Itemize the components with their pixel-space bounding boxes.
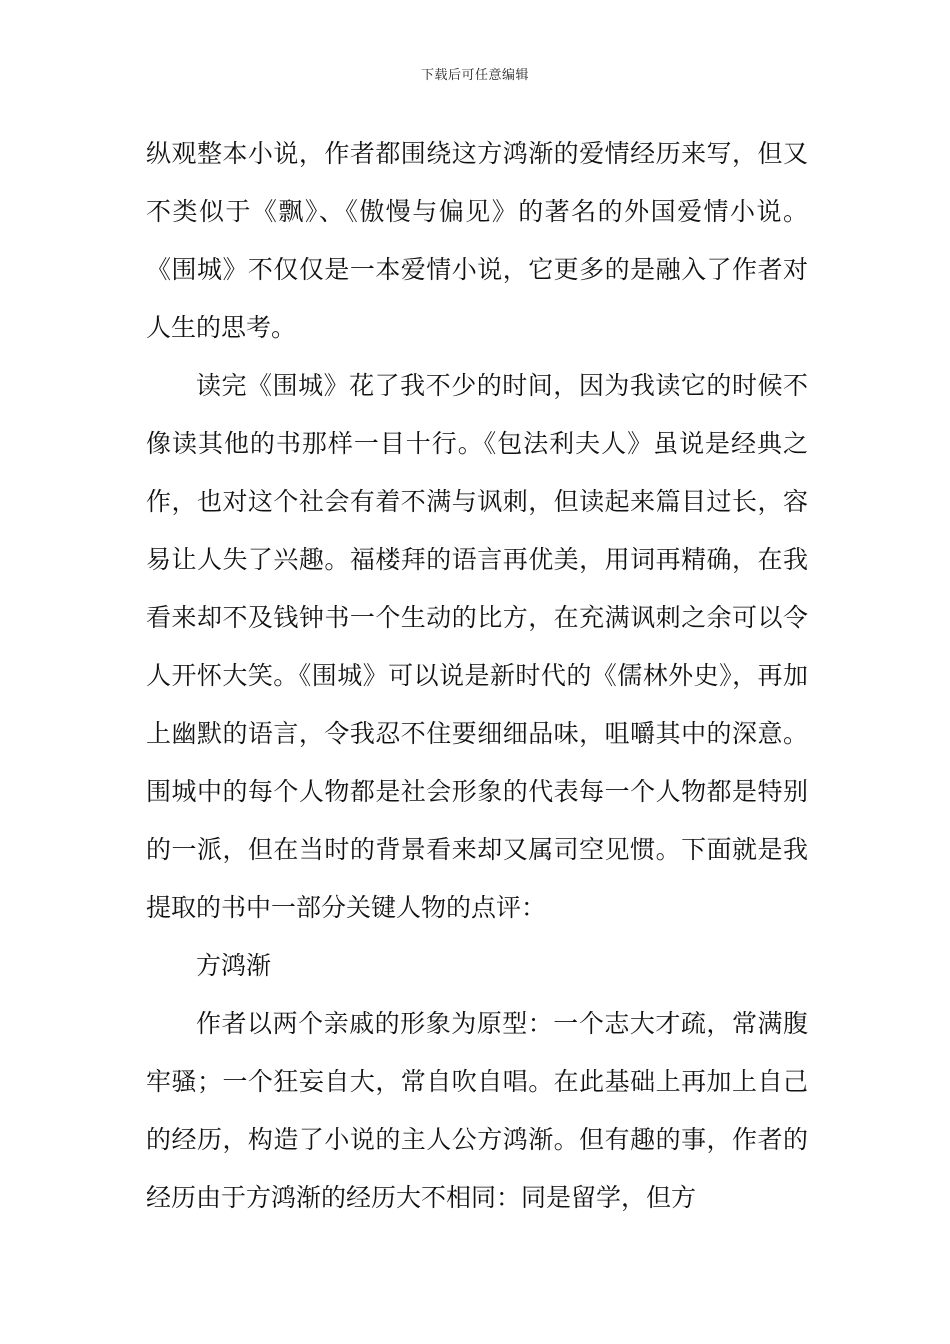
section-heading: 方鸿渐 [196, 951, 272, 980]
paragraph-1: 纵观整本小说，作者都围绕这方鸿渐的爱情经历来写，但又不类似于《飘》、《傲慢与偏见》的著名的外国爱情小说。《围城》不仅仅是一本爱情小说，它更多的是融入了作者对人生的思考。 [146, 139, 808, 342]
document-body [146, 125, 808, 1227]
paragraph-2: 读完《围城》花了我不少的时间，因为我读它的时候不像读其他的书那样一目十行。《包法利夫人》虽说是经典之作，也对这个社会有着不满与讽刺，但读起来篇目过长，容易让人失了兴趣。福楼拜的语言再优美，用词再精确，在我看来却不及钱钟书一个生动的比方，在充满讽刺之余可以令人开怀大笑。《围城》可以说是新时代的《儒林外史》，再加上幽默的语言，令我忍不住要细细品味，咀嚼其中的深意。围城中的每个人物都是社会形象的代表每一个人物都是特别的一派，但在当时的背景看来却又属司空见惯。下面就是我提取的书中一部分关键人物的点评： [146, 371, 808, 922]
page-header: 下载后可任意编辑 [420, 68, 529, 83]
paragraph-3: 作者以两个亲戚的形象为原型：一个志大才疏，常满腹牢骚；一个狂妄自大，常自吹自唱。在此基础上再加上自己的经历，构造了小说的主人公方鸿渐。但有趣的事，作者的经历由于方鸿渐的经历大不相同：同是留学，但方 [146, 1009, 808, 1212]
